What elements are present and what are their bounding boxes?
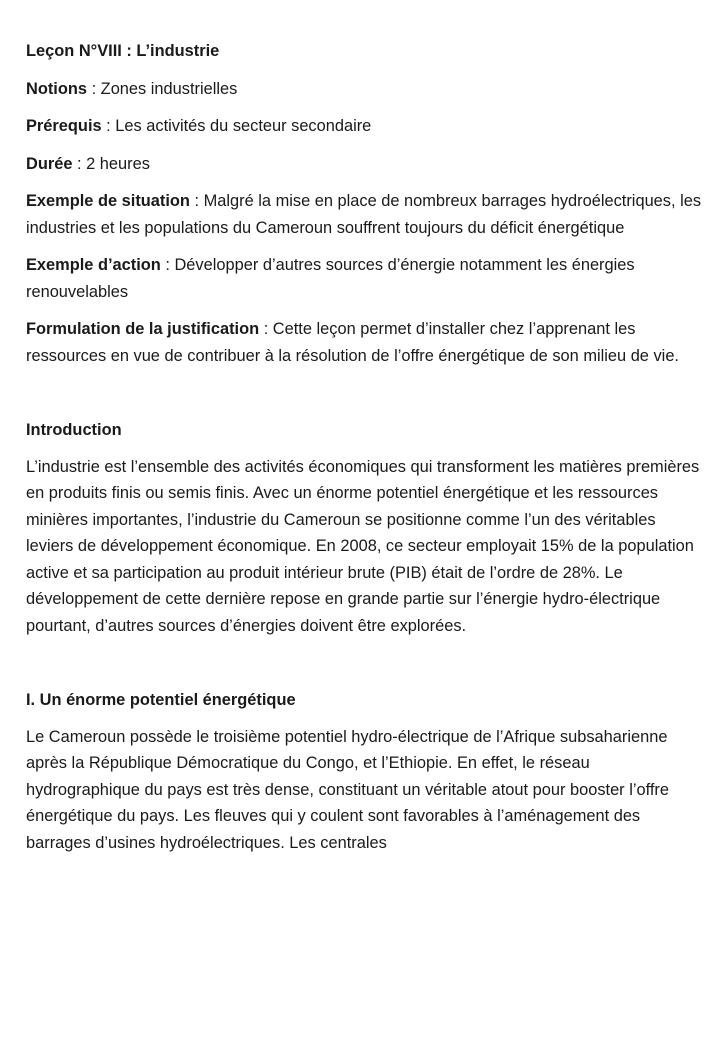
justification-paragraph (26, 316, 706, 369)
action-paragraph (26, 252, 706, 305)
notions-value: : Zones industrielles (87, 79, 238, 98)
lesson-title: Leçon N°VIII : L’industrie (26, 42, 220, 60)
action-value: : Développer d’autres sources d’énergie notamment les énergies renouvelables (26, 256, 635, 301)
introduction-paragraph: L’industrie est l’ensemble des activités économiques qui transforment les matières premières en produits finis ou semis finis. Avec un énorme potentiel énergétique et les ressources minières importantes, l’industrie du Cameroun se positionne comme l’un des véritables leviers de développement économique. En 2008, ce secteur employait 15% de la population active et sa participation au produit intérieur brute (PIB) était de l’ordre de 28%. Le développement de cette dernière repose en grande partie sur l’énergie hydro-électrique pourtant, d’autres sources d’énergies doivent être explorées. (26, 457, 700, 635)
notions-label: Notions (26, 79, 88, 98)
duree-value: : 2 heures (72, 154, 150, 173)
situation-value: : Malgré la mise en place de nombreux barrages hydroélectriques, les industries et les populations du Cameroun souffrent toujours du déficit énergétique (26, 192, 702, 237)
prerequis-label: Prérequis (26, 117, 102, 135)
situation-label: Exemple de situation (26, 192, 190, 210)
notions-line (26, 76, 706, 103)
duree-label: Durée (26, 154, 73, 173)
section1-heading: I. Un énorme potentiel énergétique (26, 691, 296, 709)
justification-label: Formulation de la justification (26, 320, 260, 338)
prerequis-value: : Les activités du secteur secondaire (101, 117, 372, 135)
section1-paragraph: Le Cameroun possède le troisième potentiel hydro-électrique de l’Afrique subsaharienne après la République Démocratique du Congo, et l’Ethiopie. En effet, le réseau hydrographique du pays est très dense, constituant un véritable atout pour booster l’offre énergétique du pays. Les fleuves qui y coulent sont favorables à l’aménagement des barrages d’usines hydroélectriques. Les centrales (26, 727, 669, 852)
spacer (26, 639, 706, 687)
action-label: Exemple d’action (26, 256, 161, 274)
situation-paragraph (26, 188, 706, 241)
document-page (26, 38, 706, 856)
introduction-heading: Introduction (26, 421, 122, 439)
spacer (26, 369, 706, 417)
justification-value: : Cette leçon permet d’installer chez l’apprenant les ressources en vue de contribuer à la résolution de l’offre énergétique de son milieu de vie. (26, 320, 679, 365)
prerequis-line (26, 113, 706, 140)
duree-line (26, 151, 706, 178)
